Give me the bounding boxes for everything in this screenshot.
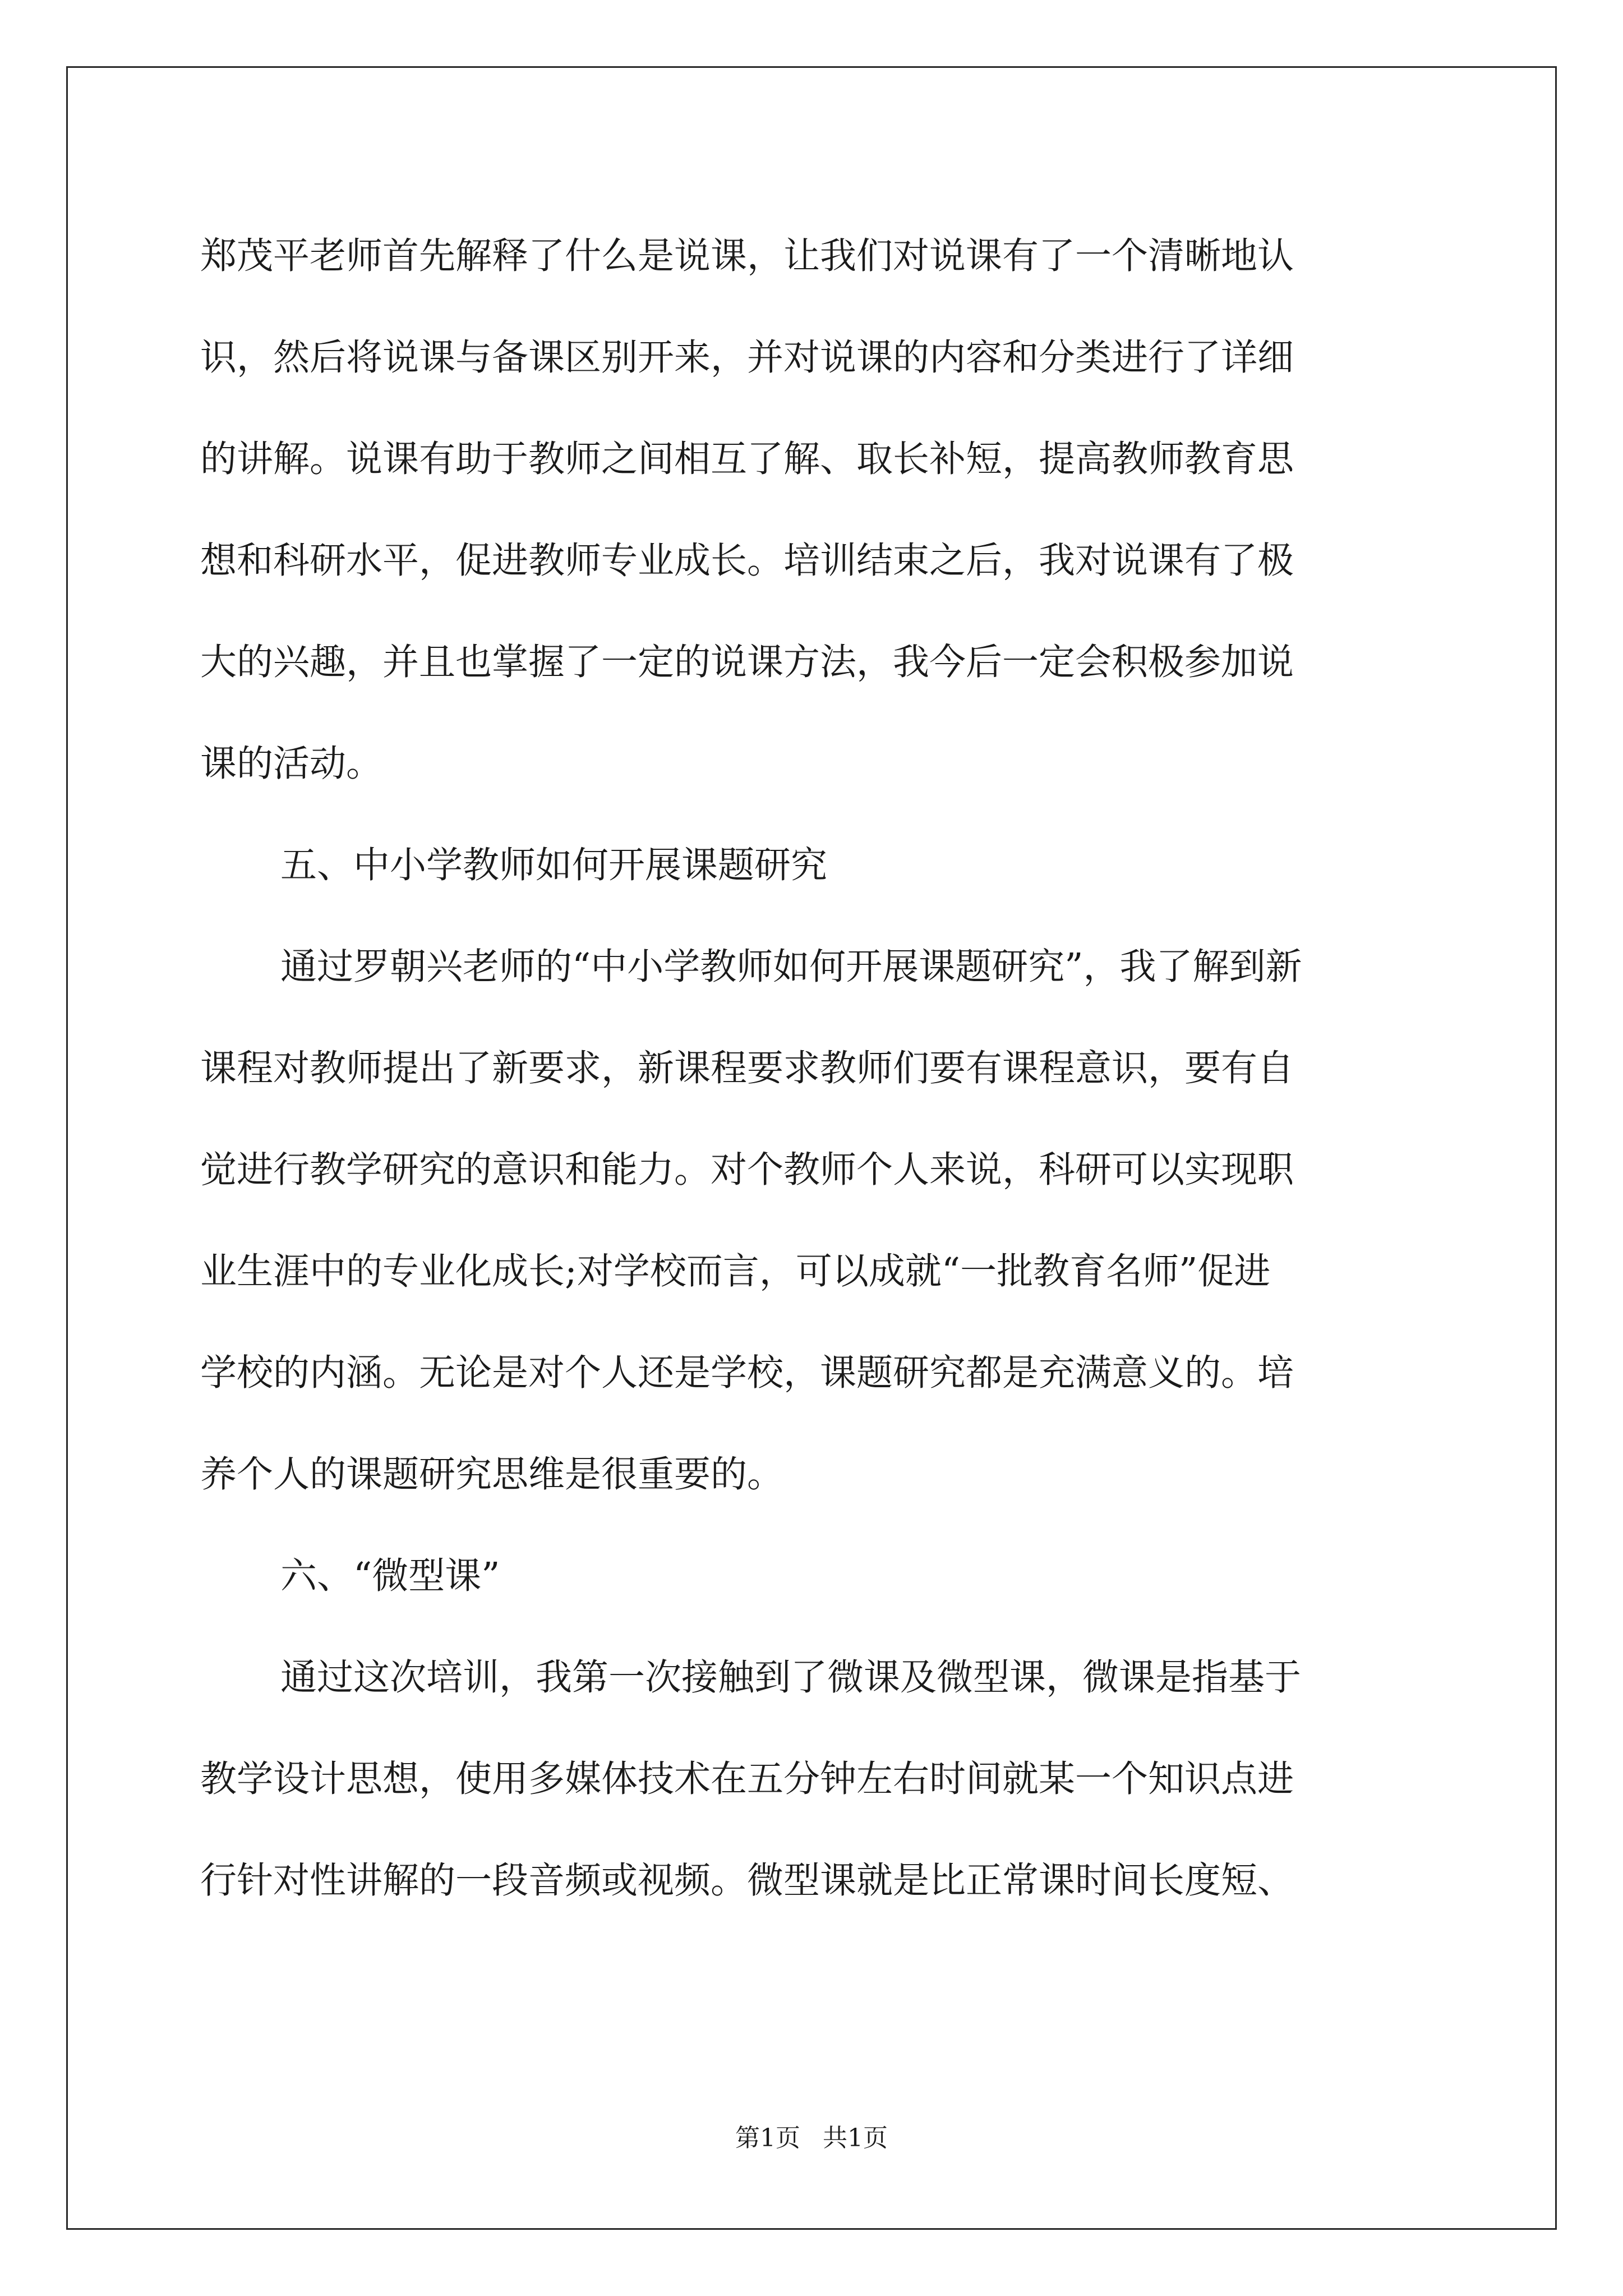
- page-footer: [0, 2122, 1623, 2155]
- paragraph-line: 课程对教师提出了新要求，新课程要求教师们要有课程意识，要有自: [200, 1047, 1294, 1089]
- paragraph-line: 业生涯中的专业化成长;对学校而言，可以成就“一批教育名师”促进: [200, 1250, 1271, 1292]
- paragraph-line: 通过这次培训，我第一次接触到了微课及微型课，微课是指基于: [280, 1657, 1302, 1699]
- paragraph-line: 学校的内涵。无论是对个人还是学校，课题研究都是充满意义的。培: [200, 1352, 1294, 1394]
- paragraph-line: 想和科研水平，促进教师专业成长。培训结束之后，我对说课有了极: [200, 540, 1294, 582]
- paragraph-line: 的讲解。说课有助于教师之间相互了解、取长补短，提高教师教育思: [200, 438, 1294, 480]
- paragraph-line: 行针对性讲解的一段音频或视频。微型课就是比正常课时间长度短、: [200, 1860, 1294, 1902]
- paragraph-line: 通过罗朝兴老师的“中小学教师如何开展课题研究”，我了解到新: [280, 946, 1302, 988]
- paragraph-line: 课的活动。: [200, 743, 383, 785]
- paragraph-line: 觉进行教学研究的意识和能力。对个教师个人来说，科研可以实现职: [200, 1149, 1294, 1191]
- paragraph-line: 大的兴趣，并且也掌握了一定的说课方法，我今后一定会积极参加说: [200, 641, 1294, 683]
- page-number: 第1页: [735, 2124, 800, 2152]
- page-total: 共1页: [823, 2124, 888, 2152]
- paragraph-line: 郑茂平老师首先解释了什么是说课，让我们对说课有了一个清晰地认: [200, 235, 1294, 277]
- paragraph-line: 教学设计思想，使用多媒体技术在五分钟左右时间就某一个知识点进: [200, 1758, 1294, 1800]
- paragraph-line: 识，然后将说课与备课区别开来，并对说课的内容和分类进行了详细: [200, 337, 1294, 379]
- section-heading: 六、“微型课”: [280, 1555, 500, 1597]
- paragraph-line: 养个人的课题研究思维是很重要的。: [200, 1453, 784, 1496]
- section-heading: 五、中小学教师如何开展课题研究: [280, 844, 828, 886]
